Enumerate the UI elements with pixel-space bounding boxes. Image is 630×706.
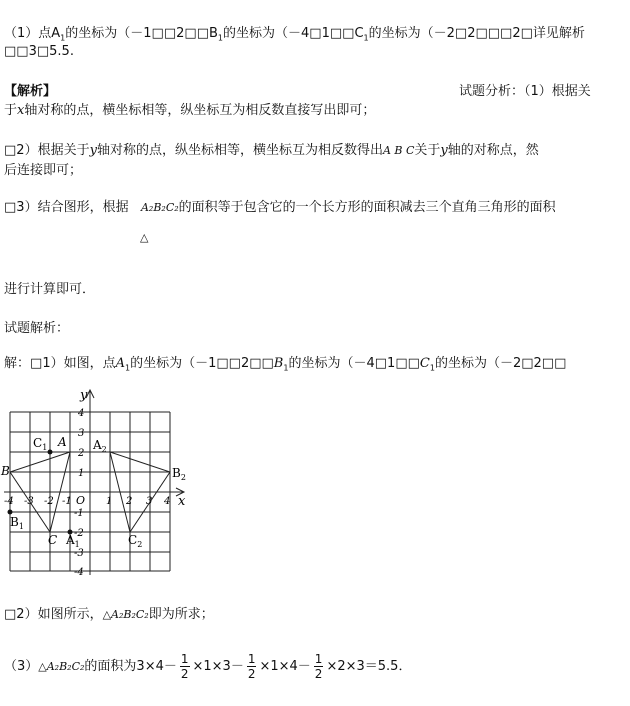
y-tick: 2: [78, 448, 85, 459]
x-tick: -4: [4, 496, 14, 507]
fraction-half: $\frac{1}{2}$: [247, 652, 256, 681]
label-a: A: [58, 435, 67, 449]
label-a2: $A_2$: [93, 438, 107, 454]
axes: [4, 390, 184, 575]
x-tick: -3: [24, 496, 34, 507]
answer-line-2: □□3□5.5.: [4, 44, 74, 59]
analysis-line-1: 于x轴对称的点，横坐标相等，纵坐标互为相反数直接写出即可；: [4, 103, 376, 118]
label-b2: $B_2$: [172, 466, 186, 482]
solution-line-1: 解：□1）如图，点$A_1$的坐标为（$-1□□2□□B_1$的坐标为（$-4□1□□C_1$的坐标为（－2□2□□: [4, 356, 567, 373]
label-b: B: [1, 464, 10, 478]
analysis-line-5: 进行计算即可．: [4, 282, 96, 297]
x-tick: 2: [126, 496, 133, 507]
answer-line-1: （1）点$A_1$的坐标为（$-1□□2□□B_1$的坐标为（$-4□1□□C_1$的坐标为（－2□2□□□2□详见解析: [4, 26, 585, 43]
solution-line-2: □2）如图所示，△A₂B₂C₂即为所求；: [4, 607, 214, 622]
x-tick: -1: [62, 496, 72, 507]
label-c2: $C_2$: [128, 533, 143, 549]
label-b1: $B_1$: [10, 515, 24, 531]
y-tick: -4: [74, 567, 84, 578]
y-tick: -3: [74, 548, 84, 559]
point-b1: [8, 510, 13, 515]
label-a1: $A_1$: [66, 533, 80, 549]
point-c1: [48, 450, 53, 455]
analysis-intro: 试题分析：（1）根据关: [459, 84, 591, 99]
x-tick: -2: [44, 496, 54, 507]
analysis-heading: 【解析】: [4, 84, 57, 99]
fraction-half: $\frac{1}{2}$: [180, 652, 189, 681]
y-tick: -2: [74, 528, 84, 539]
fraction-half: $\frac{1}{2}$: [314, 652, 323, 681]
y-axis-label: y: [80, 388, 88, 403]
y-tick: -1: [74, 508, 84, 519]
y-tick: 1: [78, 468, 85, 479]
y-tick: 3: [78, 428, 85, 439]
solution-heading: 试题解析：: [4, 321, 70, 336]
analysis-line-3: 后连接即可；: [4, 163, 83, 178]
x-tick: 1: [106, 496, 113, 507]
analysis-line-4: □3）结合图形，根据 A₂B₂C₂的面积等于包含它的一个长方形的面积减去三个直角三角形的面积: [4, 200, 556, 215]
label-c1: $C_1$: [33, 436, 48, 452]
solution-line-3: （3）△A₂B₂C₂的面积为3×4－ $\frac{1}{2}$ ×1×3－ $\frac{1}{2}$ ×1×4－ $\frac{1}{2}$ ×2×3＝5.5．: [4, 652, 412, 681]
y-tick: 4: [78, 408, 85, 419]
x-tick: 4: [164, 496, 171, 507]
x-tick-labels: [4, 496, 170, 507]
analysis-line-2: □2）根据关于y轴对称的点，纵坐标相等，横坐标互为相反数得出A B C关于y轴的对称点，然: [4, 143, 539, 158]
triangle-symbol: △: [140, 231, 149, 244]
coordinate-figure: [0, 385, 200, 580]
label-c: C: [48, 533, 58, 547]
y-tick-labels: [74, 408, 84, 578]
x-axis-label: x: [178, 494, 186, 509]
origin-label: O: [76, 494, 86, 507]
x-tick: 3: [146, 496, 153, 507]
